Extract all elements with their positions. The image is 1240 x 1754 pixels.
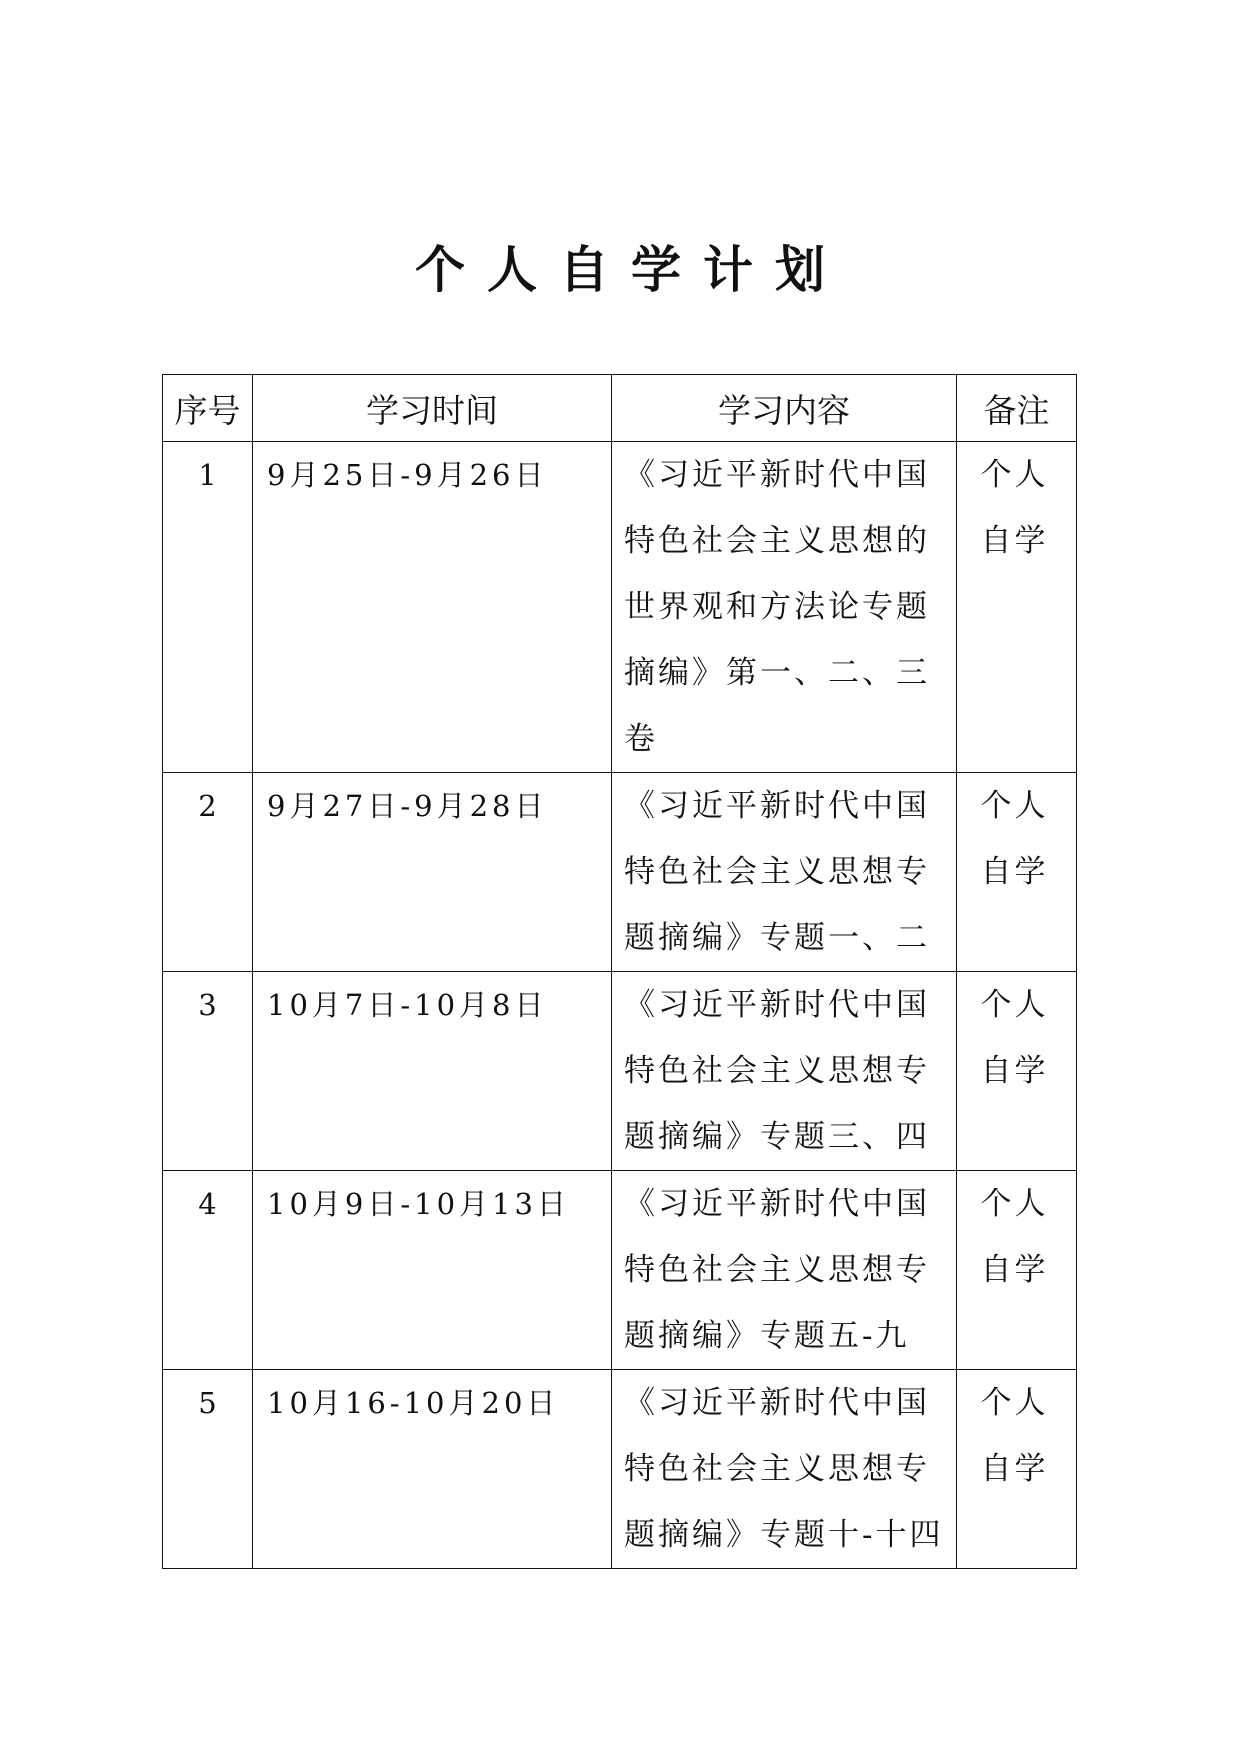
row-seq: 1: [163, 442, 253, 773]
row-note-cell: [957, 1370, 1077, 1569]
row-seq: 4: [163, 1171, 253, 1370]
study-plan-table: [162, 374, 1077, 1569]
header-seq: 序号: [163, 375, 253, 442]
header-note: 备注: [957, 375, 1077, 442]
row-note: 个人自学: [980, 1385, 1049, 1487]
row-seq: 3: [163, 972, 253, 1171]
row-note: 个人自学: [980, 457, 1049, 559]
table-row: [163, 1370, 1077, 1569]
row-time: 10月16-10月20日: [253, 1370, 612, 1569]
row-content: 《习近平新时代中国特色社会主义思想专题摘编》专题一、二: [612, 773, 957, 972]
row-note-cell: [957, 442, 1077, 773]
table-row: [163, 972, 1077, 1171]
header-content: 学习内容: [612, 375, 957, 442]
row-note: 个人自学: [980, 788, 1049, 890]
table-row: [163, 1171, 1077, 1370]
row-content: 《习近平新时代中国特色社会主义思想专题摘编》专题三、四: [612, 972, 957, 1171]
row-note: 个人自学: [980, 987, 1049, 1089]
row-note-cell: [957, 1171, 1077, 1370]
page-title: 个人自学计划: [415, 240, 847, 299]
row-content: 《习近平新时代中国特色社会主义思想专题摘编》专题十-十四: [612, 1370, 957, 1569]
table-row: [163, 773, 1077, 972]
row-note-cell: [957, 972, 1077, 1171]
row-time: 9月25日-9月26日: [253, 442, 612, 773]
row-seq: 2: [163, 773, 253, 972]
row-note: 个人自学: [980, 1186, 1049, 1288]
row-content: 《习近平新时代中国特色社会主义思想专题摘编》专题五-九: [612, 1171, 957, 1370]
row-time: 10月7日-10月8日: [253, 972, 612, 1171]
row-time: 9月27日-9月28日: [253, 773, 612, 972]
row-content: 《习近平新时代中国特色社会主义思想的世界观和方法论专题摘编》第一、二、三卷: [612, 442, 957, 773]
row-note-cell: [957, 773, 1077, 972]
header-time: 学习时间: [253, 375, 612, 442]
row-time: 10月9日-10月13日: [253, 1171, 612, 1370]
row-seq: 5: [163, 1370, 253, 1569]
table-header-row: [163, 375, 1077, 442]
table-row: [163, 442, 1077, 773]
